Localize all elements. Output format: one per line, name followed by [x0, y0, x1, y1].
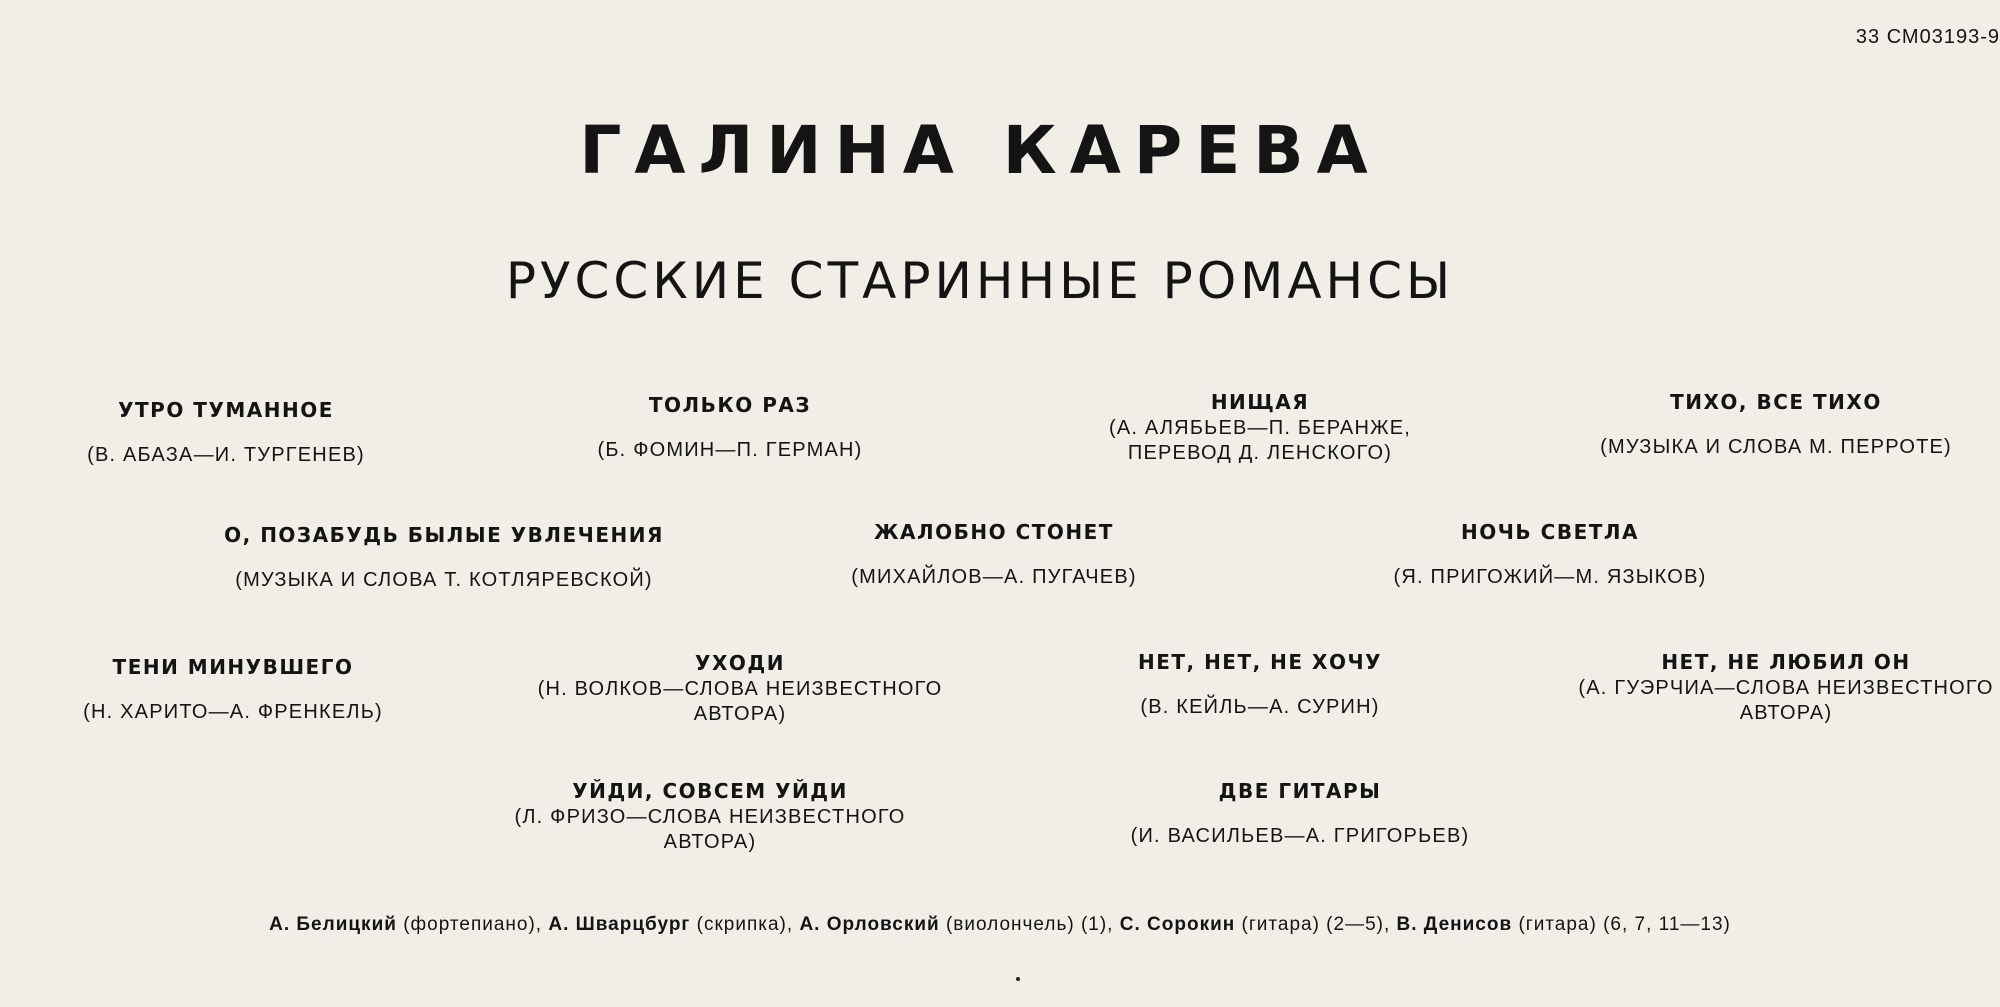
track-credit: АВТОРА): [663, 831, 757, 853]
performer-name: С. Сорокин: [1119, 914, 1236, 935]
performer-role: (фортепиано),: [403, 914, 543, 935]
catalog-number: 33 СМ03193-9: [1855, 26, 2000, 48]
performer-name: В. Денисов: [1396, 914, 1513, 935]
track-credit: (В. АБАЗА—И. ТУРГЕНЕВ): [87, 444, 365, 466]
track-credit: (И. ВАСИЛЬЕВ—А. ГРИГОРЬЕВ): [1130, 825, 1470, 847]
performer-role: (гитара) (2—5),: [1241, 914, 1391, 935]
track-4: [1600, 390, 1952, 460]
track-credit: (Б. ФОМИН—П. ГЕРМАН): [597, 439, 863, 461]
track-6: [851, 520, 1136, 590]
performer-name: А. Белицкий: [269, 914, 397, 935]
track-title: ЖАЛОБНО СТОНЕТ: [874, 520, 1114, 544]
track-11: [1578, 650, 1993, 726]
track-title: НОЧЬ СВЕТЛА: [1461, 520, 1639, 544]
performer-role: (гитара) (6, 7, 11—13): [1518, 914, 1731, 935]
performer-name: А. Шварцбург: [548, 914, 691, 935]
track-credit: (В. КЕЙЛЬ—А. СУРИН): [1140, 696, 1380, 718]
track-title: ТИХО, ВСЕ ТИХО: [1670, 390, 1882, 414]
track-title: ТОЛЬКО РАЗ: [648, 393, 812, 417]
track-13: [1131, 779, 1470, 849]
track-8: [83, 655, 383, 725]
track-credit: (МИХАЙЛОВ—А. ПУГАЧЕВ): [851, 566, 1137, 588]
ink-dot: [1016, 977, 1020, 981]
track-title: УХОДИ: [695, 651, 785, 675]
artist-name: ГАЛИНА КАРЕВА: [579, 112, 1381, 189]
track-credit: (МУЗЫКА И СЛОВА М. ПЕРРОТЕ): [1600, 436, 1952, 458]
track-9: [538, 651, 943, 727]
track-title: УТРО ТУМАННОЕ: [118, 398, 334, 422]
track-title: НЕТ, НЕТ, НЕ ХОЧУ: [1137, 650, 1383, 674]
performer-role: (виолончель) (1),: [945, 914, 1114, 935]
track-credit: АВТОРА): [693, 703, 787, 725]
performer-role: (скрипка),: [696, 914, 794, 935]
track-title: НЕТ, НЕ ЛЮБИЛ ОН: [1661, 650, 1911, 674]
album-title: РУССКИЕ СТАРИННЫЕ РОМАНСЫ: [505, 252, 1455, 310]
track-12: [514, 779, 905, 855]
track-credit: (Я. ПРИГОЖИЙ—М. ЯЗЫКОВ): [1393, 566, 1707, 588]
track-credit: (Л. ФРИЗО—СЛОВА НЕИЗВЕСТНОГО: [514, 806, 906, 828]
track-10: [1138, 650, 1382, 720]
track-3: [1109, 390, 1411, 466]
track-title: О, ПОЗАБУДЬ БЫЛЫЕ УВЛЕЧЕНИЯ: [224, 523, 664, 547]
track-title: НИЩАЯ: [1210, 390, 1310, 414]
track-credit: (А. ГУЭРЧИА—СЛОВА НЕИЗВЕСТНОГО: [1578, 677, 1994, 699]
track-credit: (МУЗЫКА И СЛОВА Т. КОТЛЯРЕВСКОЙ): [235, 569, 653, 591]
track-2: [597, 393, 862, 463]
track-title: УЙДИ, СОВСЕМ УЙДИ: [572, 779, 848, 803]
track-credit: (А. АЛЯБЬЕВ—П. БЕРАНЖЕ,: [1108, 417, 1412, 439]
track-title: ТЕНИ МИНУВШЕГО: [112, 655, 354, 679]
track-1: [87, 398, 365, 468]
track-7: [1394, 520, 1707, 590]
track-title: ДВЕ ГИТАРЫ: [1218, 779, 1382, 803]
track-credit: (Н. ВОЛКОВ—СЛОВА НЕИЗВЕСТНОГО: [537, 678, 943, 700]
performer-name: А. Орловский: [799, 914, 940, 935]
track-credit: ПЕРЕВОД Д. ЛЕНСКОГО): [1127, 442, 1393, 464]
track-credit: АВТОРА): [1739, 702, 1833, 724]
track-5: [224, 523, 664, 593]
track-credit: (Н. ХАРИТО—А. ФРЕНКЕЛЬ): [83, 701, 383, 723]
performers-line: [0, 914, 2000, 936]
